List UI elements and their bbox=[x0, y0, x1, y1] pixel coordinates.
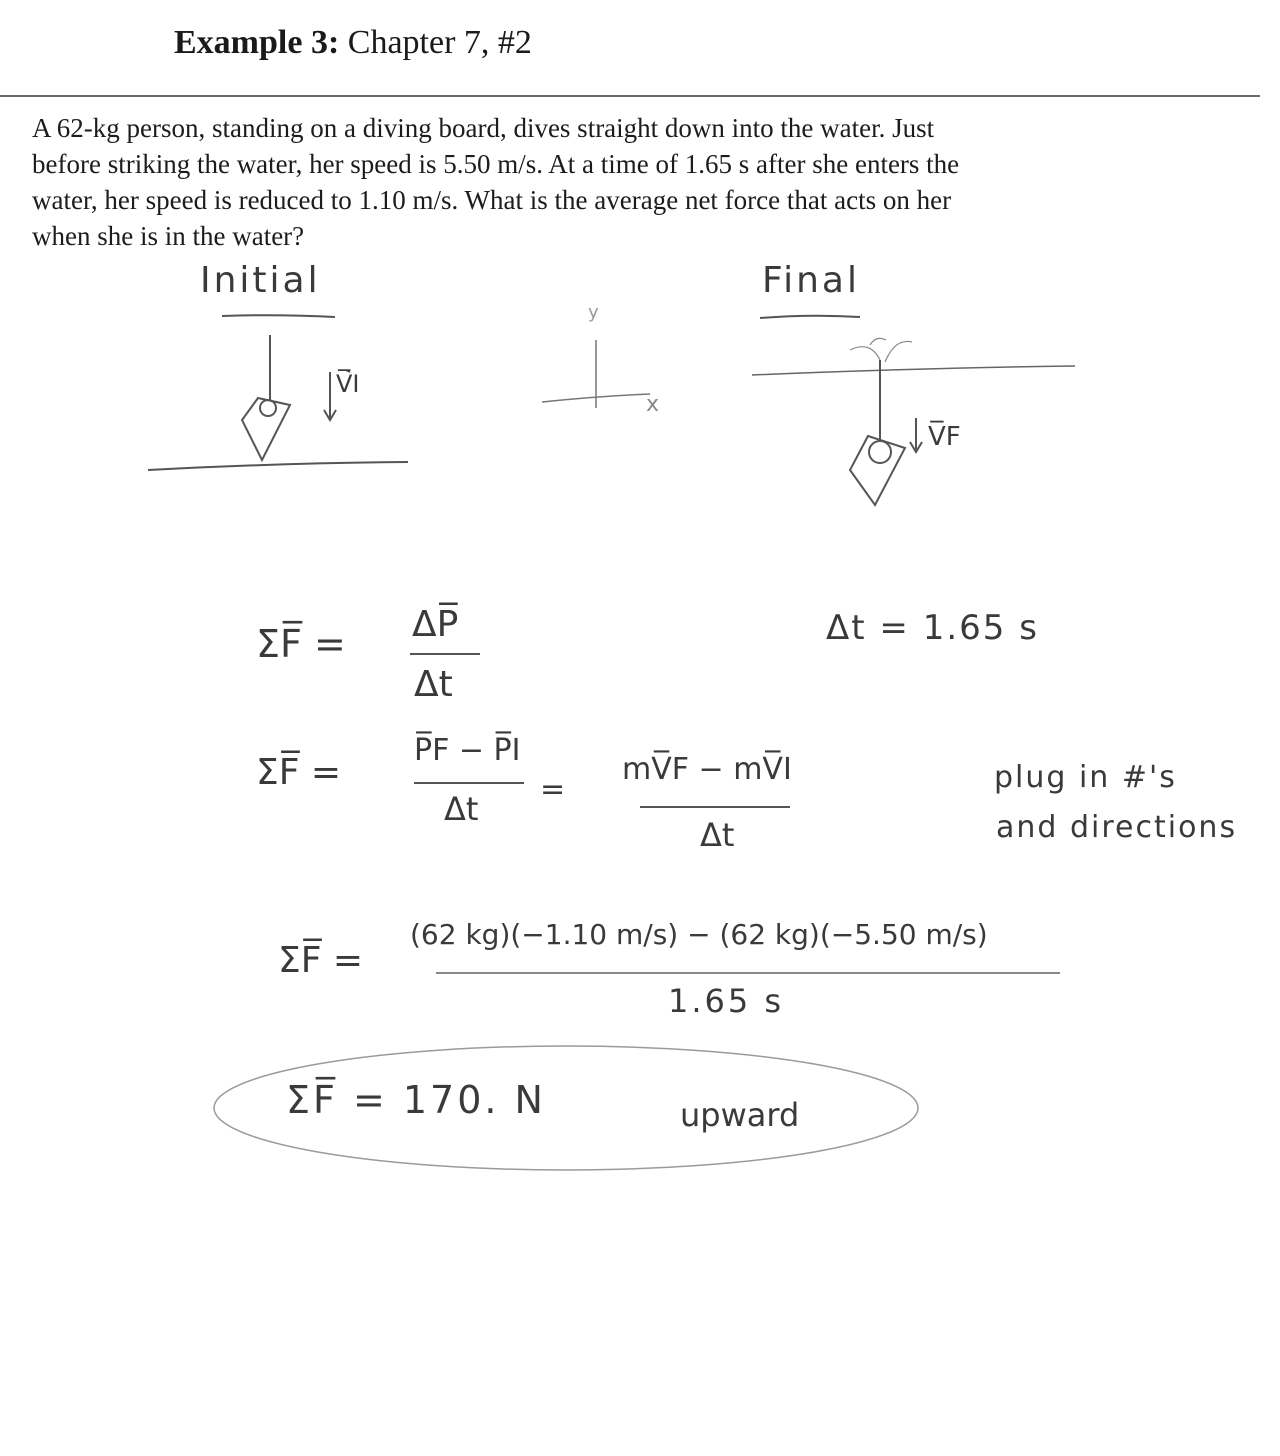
axis-y-label: y bbox=[588, 302, 599, 323]
initial-underline bbox=[222, 315, 335, 317]
eq1-denominator: Δt bbox=[414, 664, 453, 705]
eq3-fraction-bar bbox=[436, 972, 1060, 974]
problem-line: before striking the water, her speed is 5.50 m/s. At a time of 1.65 s after she enters the bbox=[32, 149, 960, 179]
final-person-body bbox=[850, 436, 905, 505]
eq3-numerator: (62 kg)(−1.10 m/s) − (62 kg)(−5.50 m/s) bbox=[410, 918, 988, 951]
eq1-fraction-bar bbox=[410, 653, 480, 655]
axes-sketch bbox=[542, 340, 650, 408]
eq2-fraction-bar bbox=[414, 782, 524, 784]
delta-t-given: Δt = 1.65 s bbox=[826, 608, 1039, 648]
initial-label: Initial bbox=[200, 260, 321, 301]
final-underline bbox=[760, 316, 860, 318]
eq2-numerator: P̅F − P̅I bbox=[414, 733, 521, 768]
note-directions: and directions bbox=[996, 810, 1238, 845]
final-answer: ΣF̅ = 170. N bbox=[286, 1078, 546, 1122]
eq2-denominator-mv: Δt bbox=[700, 816, 735, 854]
eq3-lhs: ΣF̅ = bbox=[278, 940, 364, 981]
final-label: Final bbox=[762, 260, 860, 301]
eq2-numerator-mv: mV̅F − mV̅I bbox=[622, 752, 792, 787]
initial-person-body bbox=[242, 398, 290, 460]
eq2-denominator: Δt bbox=[444, 790, 479, 828]
initial-velocity-label: V̅I bbox=[336, 370, 360, 398]
title-chapter: Chapter 7, #2 bbox=[339, 24, 532, 61]
final-velocity-arrow bbox=[910, 418, 922, 452]
eq2-lhs: ΣF̅ = bbox=[256, 752, 342, 793]
eq2-fraction-bar-mv bbox=[640, 806, 790, 808]
problem-line: A 62-kg person, standing on a diving board, dives straight down into the water. Just bbox=[32, 113, 935, 143]
splash-marks bbox=[850, 338, 912, 362]
eq2-equals: = bbox=[540, 772, 566, 807]
note-plug-in: plug in #'s bbox=[994, 760, 1177, 795]
final-velocity-label: V̅F bbox=[928, 422, 961, 452]
initial-velocity-arrow bbox=[324, 372, 336, 420]
eq3-denominator: 1.65 s bbox=[668, 982, 785, 1020]
title-example: Example 3: bbox=[174, 24, 340, 61]
answer-direction: upward bbox=[680, 1096, 800, 1134]
problem-line: when she is in the water? bbox=[32, 221, 305, 251]
diving-board-line bbox=[148, 462, 408, 470]
final-person-head bbox=[869, 441, 891, 463]
axis-x-label: x bbox=[646, 392, 660, 417]
problem-line: water, her speed is reduced to 1.10 m/s. What is the average net force that acts on her bbox=[32, 185, 952, 215]
water-line bbox=[752, 366, 1075, 375]
eq1-numerator: ΔP̅ bbox=[412, 604, 459, 645]
eq1-lhs: ΣF̅ = bbox=[256, 622, 346, 666]
